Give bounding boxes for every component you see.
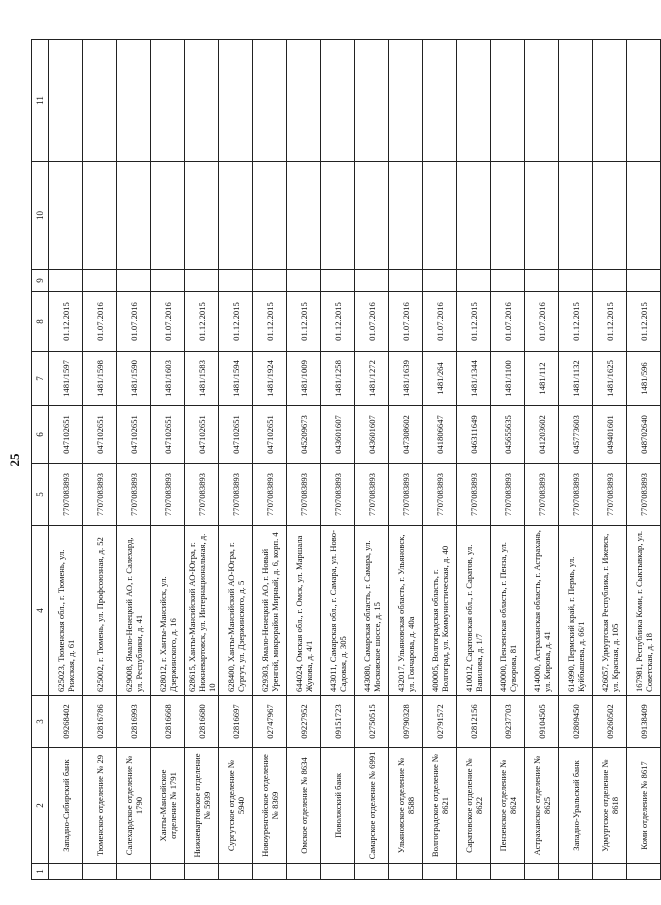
cell-address: 625002, г. Тюмень, ул. Профсоюзная, д. 52 bbox=[83, 526, 117, 696]
cell-bik: 045655635 bbox=[491, 406, 525, 464]
cell-empty-9 bbox=[321, 270, 355, 292]
cell-bik: 046311649 bbox=[457, 406, 491, 464]
cell-branch-name: Самарское отделение № 6991 bbox=[355, 748, 389, 864]
cell-empty-9 bbox=[49, 270, 83, 292]
cell-empty-10 bbox=[253, 162, 287, 270]
cell-index bbox=[627, 864, 661, 880]
table-row bbox=[117, 40, 151, 880]
cell-bik: 049401601 bbox=[593, 406, 627, 464]
cell-code: 02816680 bbox=[185, 696, 219, 748]
column-header: 7 bbox=[32, 352, 49, 406]
cell-branch-name: Салехардское отделение № 1790 bbox=[117, 748, 151, 864]
cell-index bbox=[253, 864, 287, 880]
cell-code: 09790328 bbox=[389, 696, 423, 748]
cell-reg-number: 1481/1639 bbox=[389, 352, 423, 406]
cell-address: 426057, Удмуртская Республика, г. Ижевск, ул. Красная, д. 105 bbox=[593, 526, 627, 696]
cell-empty-11 bbox=[355, 40, 389, 162]
cell-empty-9 bbox=[253, 270, 287, 292]
cell-branch-name: Саратовское отделение № 8622 bbox=[457, 748, 491, 864]
cell-branch-name: Удмуртское отделение № 8618 bbox=[593, 748, 627, 864]
cell-branch-name: Сургутское отделение № 5940 bbox=[219, 748, 253, 864]
cell-reg-number: 1481/596 bbox=[627, 352, 661, 406]
cell-reg-number: 1481/1598 bbox=[83, 352, 117, 406]
cell-empty-11 bbox=[559, 40, 593, 162]
cell-code: 09104505 bbox=[525, 696, 559, 748]
table-row bbox=[219, 40, 253, 880]
cell-code: 09237703 bbox=[491, 696, 525, 748]
cell-empty-11 bbox=[491, 40, 525, 162]
cell-code: 02747967 bbox=[253, 696, 287, 748]
cell-inn: 7707083893 bbox=[219, 464, 253, 526]
cell-branch-name: Поволжский банк bbox=[321, 748, 355, 864]
cell-empty-9 bbox=[185, 270, 219, 292]
cell-date: 01.12.2015 bbox=[593, 292, 627, 352]
table-row bbox=[593, 40, 627, 880]
cell-code: 02816668 bbox=[151, 696, 185, 748]
branch-table bbox=[31, 39, 661, 880]
cell-code: 09138409 bbox=[627, 696, 661, 748]
cell-address: 432017, Ульяновская область, г. Ульяновск, ул. Гончарова, д. 40а bbox=[389, 526, 423, 696]
cell-code: 09260502 bbox=[593, 696, 627, 748]
cell-date: 01.12.2015 bbox=[457, 292, 491, 352]
column-header: 11 bbox=[32, 40, 49, 162]
cell-code: 02816697 bbox=[219, 696, 253, 748]
cell-inn: 7707083893 bbox=[559, 464, 593, 526]
cell-date: 01.07.2016 bbox=[355, 292, 389, 352]
cell-date: 01.12.2015 bbox=[49, 292, 83, 352]
cell-empty-10 bbox=[457, 162, 491, 270]
cell-index bbox=[389, 864, 423, 880]
column-header: 10 bbox=[32, 162, 49, 270]
cell-empty-9 bbox=[491, 270, 525, 292]
cell-empty-9 bbox=[83, 270, 117, 292]
cell-empty-11 bbox=[593, 40, 627, 162]
cell-bik: 045773603 bbox=[559, 406, 593, 464]
table-row bbox=[287, 40, 321, 880]
cell-inn: 7707083893 bbox=[355, 464, 389, 526]
cell-date: 01.12.2015 bbox=[219, 292, 253, 352]
cell-inn: 7707083893 bbox=[389, 464, 423, 526]
cell-bik: 041806647 bbox=[423, 406, 457, 464]
cell-reg-number: 1481/1625 bbox=[593, 352, 627, 406]
cell-bik: 047308602 bbox=[389, 406, 423, 464]
cell-index bbox=[321, 864, 355, 880]
cell-address: 443080, Самарская область, г. Самара, ул. Московское шоссе, д. 15 bbox=[355, 526, 389, 696]
cell-empty-9 bbox=[355, 270, 389, 292]
cell-index bbox=[423, 864, 457, 880]
cell-branch-name: Ульяновское отделение № 8588 bbox=[389, 748, 423, 864]
cell-date: 01.12.2015 bbox=[185, 292, 219, 352]
cell-empty-11 bbox=[117, 40, 151, 162]
cell-empty-11 bbox=[389, 40, 423, 162]
cell-empty-11 bbox=[627, 40, 661, 162]
cell-empty-11 bbox=[219, 40, 253, 162]
cell-empty-9 bbox=[117, 270, 151, 292]
table-row bbox=[355, 40, 389, 880]
cell-address: 410012, Саратовская обл., г. Саратов, ул. Вавилова, д. 1/7 bbox=[457, 526, 491, 696]
table-row bbox=[151, 40, 185, 880]
cell-empty-9 bbox=[389, 270, 423, 292]
cell-branch-name: Западно-Сибирский банк bbox=[49, 748, 83, 864]
cell-index bbox=[287, 864, 321, 880]
cell-index bbox=[185, 864, 219, 880]
cell-empty-11 bbox=[525, 40, 559, 162]
cell-empty-10 bbox=[389, 162, 423, 270]
cell-branch-name: Новоуренгойское отделение № 8369 bbox=[253, 748, 287, 864]
cell-empty-11 bbox=[151, 40, 185, 162]
cell-empty-10 bbox=[185, 162, 219, 270]
cell-address: 628400, Ханты-Мансийский АО-Югра, г. Сургут, ул. Дзержинского, д. 5 bbox=[219, 526, 253, 696]
cell-empty-10 bbox=[355, 162, 389, 270]
cell-branch-name: Пензенское отделение № 8624 bbox=[491, 748, 525, 864]
cell-bik: 043601607 bbox=[321, 406, 355, 464]
table-row bbox=[321, 40, 355, 880]
table-row bbox=[627, 40, 661, 880]
cell-index bbox=[151, 864, 185, 880]
cell-index bbox=[559, 864, 593, 880]
cell-index bbox=[491, 864, 525, 880]
cell-reg-number: 1481/1100 bbox=[491, 352, 525, 406]
cell-empty-11 bbox=[49, 40, 83, 162]
column-header: 4 bbox=[32, 526, 49, 696]
cell-branch-name: Тюменское отделение № 29 bbox=[83, 748, 117, 864]
cell-inn: 7707083893 bbox=[627, 464, 661, 526]
cell-address: 400005, Волгоградская область, г. Волгоград, ул. Коммунистическая, д. 40 bbox=[423, 526, 457, 696]
cell-empty-11 bbox=[321, 40, 355, 162]
cell-empty-10 bbox=[627, 162, 661, 270]
column-header: 3 bbox=[32, 696, 49, 748]
cell-empty-9 bbox=[525, 270, 559, 292]
cell-code: 09227952 bbox=[287, 696, 321, 748]
cell-address: 644024, Омская обл., г. Омск, ул. Маршала Жукова, д. 4/1 bbox=[287, 526, 321, 696]
cell-empty-10 bbox=[321, 162, 355, 270]
cell-empty-10 bbox=[287, 162, 321, 270]
column-header: 5 bbox=[32, 464, 49, 526]
cell-reg-number: 1481/112 bbox=[525, 352, 559, 406]
cell-branch-name: Нижневартовское отделение № 5939 bbox=[185, 748, 219, 864]
cell-empty-9 bbox=[423, 270, 457, 292]
cell-index bbox=[457, 864, 491, 880]
cell-inn: 7707083893 bbox=[49, 464, 83, 526]
cell-inn: 7707083893 bbox=[457, 464, 491, 526]
column-header: 1 bbox=[32, 864, 49, 880]
cell-index bbox=[83, 864, 117, 880]
cell-empty-9 bbox=[151, 270, 185, 292]
cell-inn: 7707083893 bbox=[321, 464, 355, 526]
cell-empty-10 bbox=[593, 162, 627, 270]
cell-branch-name: Ханты-Мансийское отделение № 1791 bbox=[151, 748, 185, 864]
cell-reg-number: 1481/1597 bbox=[49, 352, 83, 406]
cell-address: 628615, Ханты-Мансийский АО-Югра, г. Нижневартовск, ул. Интернациональная, д. 10 bbox=[185, 526, 219, 696]
column-header: 8 bbox=[32, 292, 49, 352]
cell-reg-number: 1481/1272 bbox=[355, 352, 389, 406]
cell-empty-11 bbox=[423, 40, 457, 162]
column-header: 2 bbox=[32, 748, 49, 864]
cell-address: 443011, Самарская обл., г. Самара, ул. Ново-Садовая, д. 305 bbox=[321, 526, 355, 696]
cell-inn: 7707083893 bbox=[593, 464, 627, 526]
cell-date: 01.12.2015 bbox=[287, 292, 321, 352]
cell-branch-name: Коми отделение № 8617 bbox=[627, 748, 661, 864]
cell-inn: 7707083893 bbox=[117, 464, 151, 526]
cell-empty-10 bbox=[49, 162, 83, 270]
cell-inn: 7707083893 bbox=[287, 464, 321, 526]
table-row bbox=[253, 40, 287, 880]
table-row bbox=[559, 40, 593, 880]
cell-branch-name: Омское отделение № 8634 bbox=[287, 748, 321, 864]
table-row bbox=[83, 40, 117, 880]
cell-reg-number: 1481/264 bbox=[423, 352, 457, 406]
cell-empty-10 bbox=[559, 162, 593, 270]
cell-reg-number: 1481/1583 bbox=[185, 352, 219, 406]
cell-date: 01.07.2016 bbox=[117, 292, 151, 352]
cell-date: 01.12.2015 bbox=[559, 292, 593, 352]
cell-code: 02812156 bbox=[457, 696, 491, 748]
cell-empty-10 bbox=[219, 162, 253, 270]
cell-bik: 043601607 bbox=[355, 406, 389, 464]
cell-bik: 047102651 bbox=[219, 406, 253, 464]
cell-empty-9 bbox=[457, 270, 491, 292]
cell-date: 01.07.2016 bbox=[389, 292, 423, 352]
page-number: 25 bbox=[7, 453, 22, 467]
cell-empty-11 bbox=[287, 40, 321, 162]
cell-reg-number: 1481/1344 bbox=[457, 352, 491, 406]
cell-inn: 7707083893 bbox=[151, 464, 185, 526]
cell-bik: 041203602 bbox=[525, 406, 559, 464]
cell-inn: 7707083893 bbox=[525, 464, 559, 526]
cell-reg-number: 1481/1258 bbox=[321, 352, 355, 406]
cell-address: 414000, Астраханская область, г. Астрахань, ул. Кирова, д. 41 bbox=[525, 526, 559, 696]
cell-date: 01.07.2016 bbox=[151, 292, 185, 352]
table-row bbox=[423, 40, 457, 880]
table-row bbox=[491, 40, 525, 880]
cell-code: 02791572 bbox=[423, 696, 457, 748]
cell-reg-number: 1481/1132 bbox=[559, 352, 593, 406]
cell-reg-number: 1481/1603 bbox=[151, 352, 185, 406]
cell-inn: 7707083893 bbox=[83, 464, 117, 526]
cell-inn: 7707083893 bbox=[423, 464, 457, 526]
cell-code: 02816993 bbox=[117, 696, 151, 748]
cell-inn: 7707083893 bbox=[185, 464, 219, 526]
cell-date: 01.07.2016 bbox=[491, 292, 525, 352]
cell-empty-9 bbox=[219, 270, 253, 292]
cell-empty-9 bbox=[593, 270, 627, 292]
cell-code: 02816786 bbox=[83, 696, 117, 748]
cell-empty-11 bbox=[83, 40, 117, 162]
cell-date: 01.12.2015 bbox=[253, 292, 287, 352]
cell-index bbox=[355, 864, 389, 880]
cell-date: 01.12.2015 bbox=[627, 292, 661, 352]
cell-code: 09268402 bbox=[49, 696, 83, 748]
header-row bbox=[32, 40, 49, 880]
cell-bik: 048702640 bbox=[627, 406, 661, 464]
cell-date: 01.07.2016 bbox=[83, 292, 117, 352]
cell-empty-9 bbox=[559, 270, 593, 292]
cell-empty-10 bbox=[423, 162, 457, 270]
cell-index bbox=[117, 864, 151, 880]
cell-address: 440000, Пензенская область, г. Пенза, ул. Суворова, 81 bbox=[491, 526, 525, 696]
cell-index bbox=[593, 864, 627, 880]
cell-bik: 047102651 bbox=[253, 406, 287, 464]
cell-index bbox=[525, 864, 559, 880]
cell-reg-number: 1481/1924 bbox=[253, 352, 287, 406]
cell-date: 01.07.2016 bbox=[525, 292, 559, 352]
cell-bik: 047102651 bbox=[49, 406, 83, 464]
cell-inn: 7707083893 bbox=[491, 464, 525, 526]
table-row bbox=[525, 40, 559, 880]
cell-address: 629008, Ямало-Ненецкий АО, г. Салехард, ул. Республики, д. 41 bbox=[117, 526, 151, 696]
table-row bbox=[389, 40, 423, 880]
cell-empty-10 bbox=[83, 162, 117, 270]
cell-branch-name: Западно-Уральский банк bbox=[559, 748, 593, 864]
cell-code: 02809450 bbox=[559, 696, 593, 748]
cell-address: 625023, Тюменская обл., г. Тюмень, ул. Рижская, д. 61 bbox=[49, 526, 83, 696]
cell-empty-10 bbox=[525, 162, 559, 270]
cell-address: 629303, Ямало-Ненецкий АО, г. Новый Уренгой, микрорайон Мирный, д. 6, корп. 4 bbox=[253, 526, 287, 696]
column-header: 6 bbox=[32, 406, 49, 464]
cell-empty-11 bbox=[185, 40, 219, 162]
cell-reg-number: 1481/1590 bbox=[117, 352, 151, 406]
cell-index bbox=[219, 864, 253, 880]
cell-address: 628012, г. Ханты-Мансийск, ул. Дзержинского, д. 16 bbox=[151, 526, 185, 696]
cell-address: 167981, Республика Коми, г. Сыктывкар, ул. Советская, д. 18 bbox=[627, 526, 661, 696]
cell-reg-number: 1481/1594 bbox=[219, 352, 253, 406]
rotated-table-wrapper bbox=[7, 40, 654, 880]
table-row bbox=[185, 40, 219, 880]
cell-empty-10 bbox=[491, 162, 525, 270]
cell-empty-11 bbox=[253, 40, 287, 162]
cell-bik: 045209673 bbox=[287, 406, 321, 464]
cell-code: 09151723 bbox=[321, 696, 355, 748]
cell-reg-number: 1481/1009 bbox=[287, 352, 321, 406]
column-header: 9 bbox=[32, 270, 49, 292]
cell-empty-11 bbox=[457, 40, 491, 162]
table-row bbox=[49, 40, 83, 880]
cell-bik: 047102651 bbox=[83, 406, 117, 464]
cell-empty-9 bbox=[627, 270, 661, 292]
cell-bik: 047102651 bbox=[117, 406, 151, 464]
table-row bbox=[457, 40, 491, 880]
cell-index bbox=[49, 864, 83, 880]
cell-empty-9 bbox=[287, 270, 321, 292]
cell-empty-10 bbox=[151, 162, 185, 270]
cell-empty-10 bbox=[117, 162, 151, 270]
cell-date: 01.07.2016 bbox=[423, 292, 457, 352]
cell-inn: 7707083893 bbox=[253, 464, 287, 526]
cell-date: 01.12.2015 bbox=[321, 292, 355, 352]
cell-address: 614990, Пермский край, г. Пермь, ул. Куйбышева, д. 66/1 bbox=[559, 526, 593, 696]
cell-branch-name: Астраханское отделение № 8625 bbox=[525, 748, 559, 864]
cell-bik: 047102651 bbox=[151, 406, 185, 464]
cell-branch-name: Волгоградское отделение № 8621 bbox=[423, 748, 457, 864]
cell-code: 02750515 bbox=[355, 696, 389, 748]
cell-bik: 047102651 bbox=[185, 406, 219, 464]
